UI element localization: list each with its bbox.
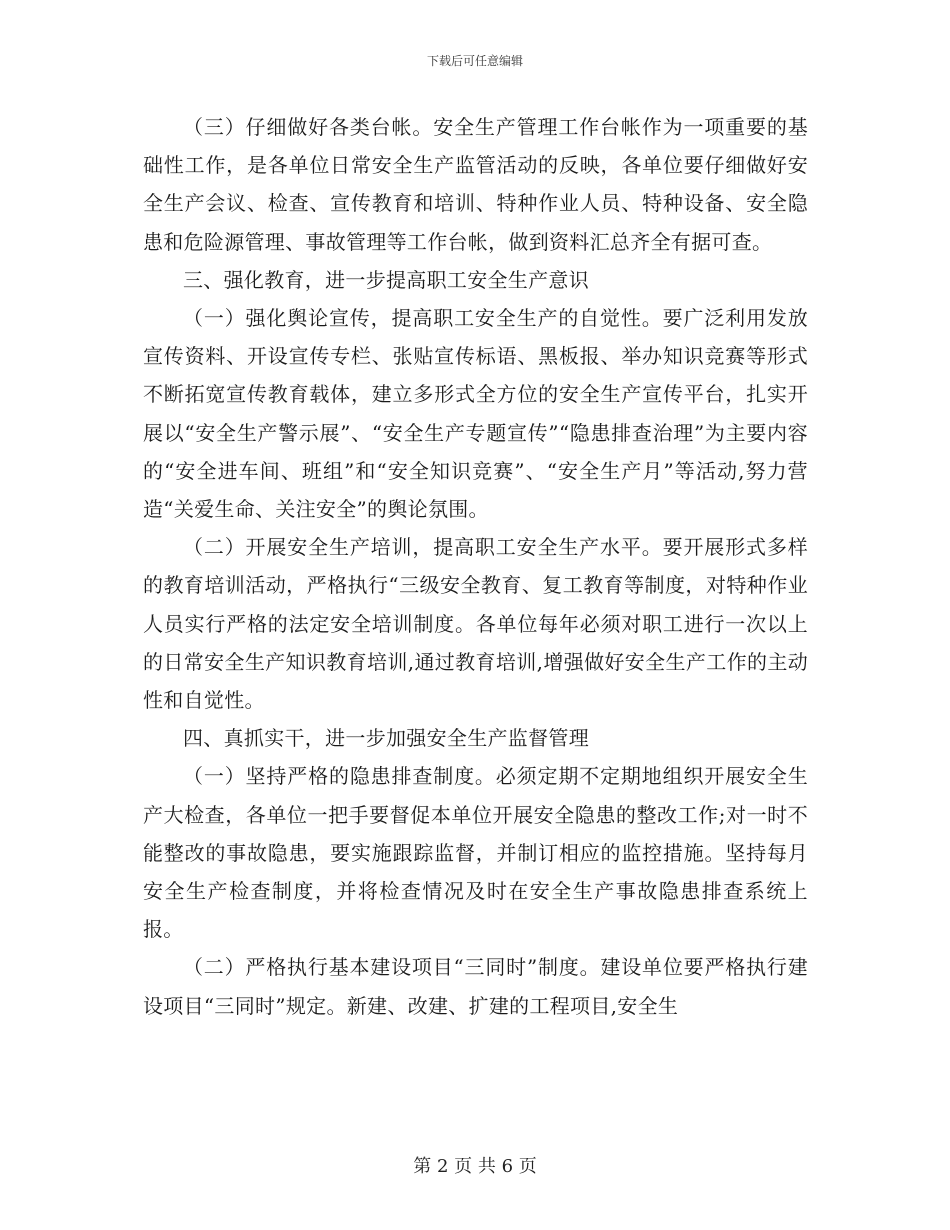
section-heading-education: 三、强化教育，进一步提高职工安全生产意识 [183, 267, 589, 292]
page-footer: 第 2 页 共 6 页 [413, 1156, 537, 1177]
paragraph-three-simultaneous: （二）严格执行基本建设项目“三同时”制度。建设单位要严格执行建设项目“三同时”规定。新建、改建、扩建的工程项目,安全生 [143, 955, 808, 1018]
paragraph-training: （二）开展安全生产培训，提高职工安全生产水平。要开展形式多样的教育培训活动，严格执行“三级安全教育、复工教育等制度，对特种作业人员实行严格的法定安全培训制度。各单位每年必须对职工进行一次以上的日常安全生产知识教育培训,通过教育培训,增强做好安全生产工作的主动性和自觉性。 [143, 535, 808, 713]
paragraph-ledger: （三）仔细做好各类台帐。安全生产管理工作台帐作为一项重要的基础性工作，是各单位日常安全生产监管活动的反映，各单位要仔细做好安全生产会议、检查、宣传教育和培训、特种作业人员、特种设备、安全隐患和危险源管理、事故管理等工作台帐，做到资料汇总齐全有据可查。 [143, 115, 808, 254]
page-header: 下载后可任意编辑 [426, 54, 523, 68]
section-heading-supervision: 四、真抓实干，进一步加强安全生产监督管理 [183, 726, 589, 751]
paragraph-hazard-inspection: （一）坚持严格的隐患排查制度。必须定期不定期地组织开展安全生产大检查，各单位一把手要督促本单位开展安全隐患的整改工作;对一时不能整改的事故隐患，要实施跟踪监督，并制订相应的监控措施。坚持每月安全生产检查制度，并将检查情况及时在安全生产事故隐患排查系统上报。 [143, 764, 808, 942]
paragraph-publicity: （一）强化舆论宣传，提高职工安全生产的自觉性。要广泛利用发放宣传资料、开设宣传专栏、张贴宣传标语、黑板报、举办知识竞赛等形式不断拓宽宣传教育载体，建立多形式全方位的安全生产宣传平台，扎实开展以“安全生产警示展”、“安全生产专题宣传”“隐患排查治理”为主要内容的“安全进车间、班组”和“安全知识竞赛”、“安全生产月”等活动,努力营造“关爱生命、关注安全”的舆论氛围。 [143, 306, 808, 522]
document-body [143, 108, 808, 1025]
